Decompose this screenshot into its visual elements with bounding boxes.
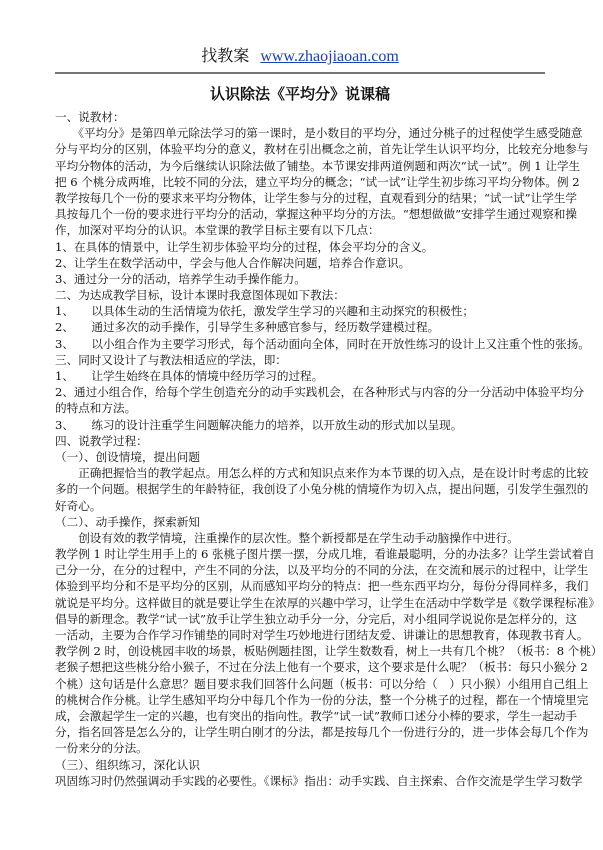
text-line: 倡导的新理念。教学“试一试”放手让学生独立动手分一分，分完后，对小组同学说说你是怎样分的，这 <box>55 611 577 626</box>
text-line: （一）、创设情境，提出问题 <box>55 449 200 464</box>
text-line: 创设有效的教学情境，注重操作的层次性。整个新授都是在学生动手动脑操作中进行。 <box>55 530 519 545</box>
site-url-link[interactable]: www.zhaojiaoan.com <box>260 48 399 65</box>
text-line: 教学例 1 时让学生用手上的 6 张桃子图片摆一摆，分成几堆，看谁最聪明，分的办法多？让学生尝试着自 <box>55 547 595 562</box>
text-line: （二）、动手操作，探索新知 <box>55 514 200 529</box>
text-line: 的桃树合作分桃。让学生感知平均分中每几个作为一份的分法，整一个分桃子的过程，都在一个情境里完 <box>55 692 589 707</box>
text-line: 一活动，主要为合作学习作铺垫的同时对学生巧妙地进行团结友爱、讲谦让的思想教育，体现教书育人。 <box>55 628 589 642</box>
text-line: 2、通过小组合作，给每个学生创造充分的动手实践机会，在各种形式与内容的分一分活动中体验平均分 <box>55 385 585 400</box>
text-line: 的特点和方法。 <box>55 401 137 416</box>
text-line: 1、在具体的情景中，让学生初步体验平均分的过程，体会平均分的含义。 <box>55 239 434 254</box>
text-line: 个桃）这句话是什么意思？题目要求我们回答什么问题（板书：可以分给（ ）只小猴）小组用自己组上 <box>55 676 589 691</box>
document-body <box>55 109 603 789</box>
text-line: 己分一分，在分的过程中，产生不同的分法，以及平均分的不同的分法，在交流和展示的过程中，让学生 <box>55 563 589 578</box>
text-line: 正确把握恰当的教学起点。用怎么样的方式和知识点来作为本节课的切入点，是在设计时考虑的比较 <box>55 466 589 481</box>
text-line: 1、 以具体生动的生活情境为依托，激发学生学习的兴趣和主动探究的积极性； <box>55 304 474 319</box>
document-title: 认识除法《平均分》说课稿 <box>209 85 390 103</box>
text-line: 2、 通过多次的动手操作，引导学生多种感官参与，经历数学建模过程。 <box>55 320 440 335</box>
text-line: 作，加深对平均分的认识。本堂课的教学目标主要有以下几点： <box>55 223 380 238</box>
text-line: 教学按每几个一份的要求来平均分物体，让学生参与分的过程，直观看到分的结果；“试一试”让学生学 <box>55 190 577 205</box>
text-line: 多的一个问题。根据学生的年龄特征，我创设了小兔分桃的情境作为切入点，提出问题，引发学生强烈的 <box>55 482 589 497</box>
header-divider <box>55 72 545 74</box>
text-line: 巩固练习时仍然强调动手实践的必要性。《课标》指出：动手实践、自主探索、合作交流是学生学习数学 <box>55 773 583 788</box>
text-line: 3、 以小组合作为主要学习形式，每个活动面向全体，同时在开放性练习的设计上又注重个性的张扬。 <box>55 336 590 351</box>
text-line: 三、同时又设计了与教法相适应的学法，即： <box>55 352 287 367</box>
text-line: 就说是平均分。这样做目的就是要让学生在浓厚的兴趣中学习，让学生在活动中学数学是《数学课程标准》 <box>55 595 600 610</box>
text-line: 1、 让学生始终在具体的情境中经历学习的过程。 <box>55 369 324 383</box>
text-line: 一、说教材： <box>55 110 125 124</box>
text-line: 3、通过分一分的活动，培养学生动手操作能力。 <box>55 271 306 286</box>
text-line: 体验到平均分和不是平均分的区别，从而感知平均分的特点：把一些东西平均分，每份分得同样多，我们 <box>55 579 589 594</box>
text-line: 把 6 个桃分成两堆，比较不同的分法，建立平均分的概念；“试一试”让学生初步练习平均分物体。例 2 <box>55 174 580 189</box>
text-line: 成，会激起学生一定的兴趣，也有突出的指向性。教学“试一试”教师口述分小棒的要求，学生一起动手 <box>55 708 577 723</box>
text-line: 《平均分》是第四单元除法学习的第一课时，是小数目的平均分，通过分桃子的过程使学生感受随意 <box>55 126 583 141</box>
text-line: 二、为达成教学目标，设计本课时我意图体现如下教法： <box>55 288 345 303</box>
text-line: 四、说教学过程： <box>55 433 148 448</box>
site-brand: 找教案 <box>201 46 250 65</box>
text-line: 分，指名回答是怎么分的，让学生明白刚才的分法，都是按每几个一份进行分的，进一步体会每几个作为 <box>55 725 589 740</box>
text-line: （三）、组织练习，深化认识 <box>55 757 200 772</box>
text-line: 好奇心。 <box>55 498 102 513</box>
text-line: 分与平均分的区别，体验平均分的意义，教材在引出概念之前，首先让学生认识平均分，比较充分地参与 <box>55 142 589 157</box>
text-line: 平均分物体的活动，为今后继续认识除法做了铺垫。本节课安排两道例题和两次“试一试”。例 1 让学生 <box>55 158 581 173</box>
text-line: 一份来分的分法。 <box>55 741 148 756</box>
text-line: 3、 练习的设计注重学生问题解决能力的培养，以开放生动的形式加以呈现。 <box>55 417 463 432</box>
site-header <box>0 43 600 66</box>
text-line: 教学例 2 时，创设桃园丰收的场景，板贴例题挂图，让学生数数看，树上一共有几个桃？（板书：8 个桃） <box>55 644 603 659</box>
text-line: 2、让学生在数学活动中，学会与他人合作解决问题，培养合作意识。 <box>55 255 411 270</box>
text-line: 老猴子想把这些桃分给小猴子，不过在分法上他有一个要求，这个要求是什么呢？（板书：每只小猴分 2 <box>55 660 588 675</box>
text-line: 具按每几个一份的要求进行平均分的活动，掌握这种平均分的方法。“想想做做”安排学生通过观察和操 <box>55 207 577 222</box>
